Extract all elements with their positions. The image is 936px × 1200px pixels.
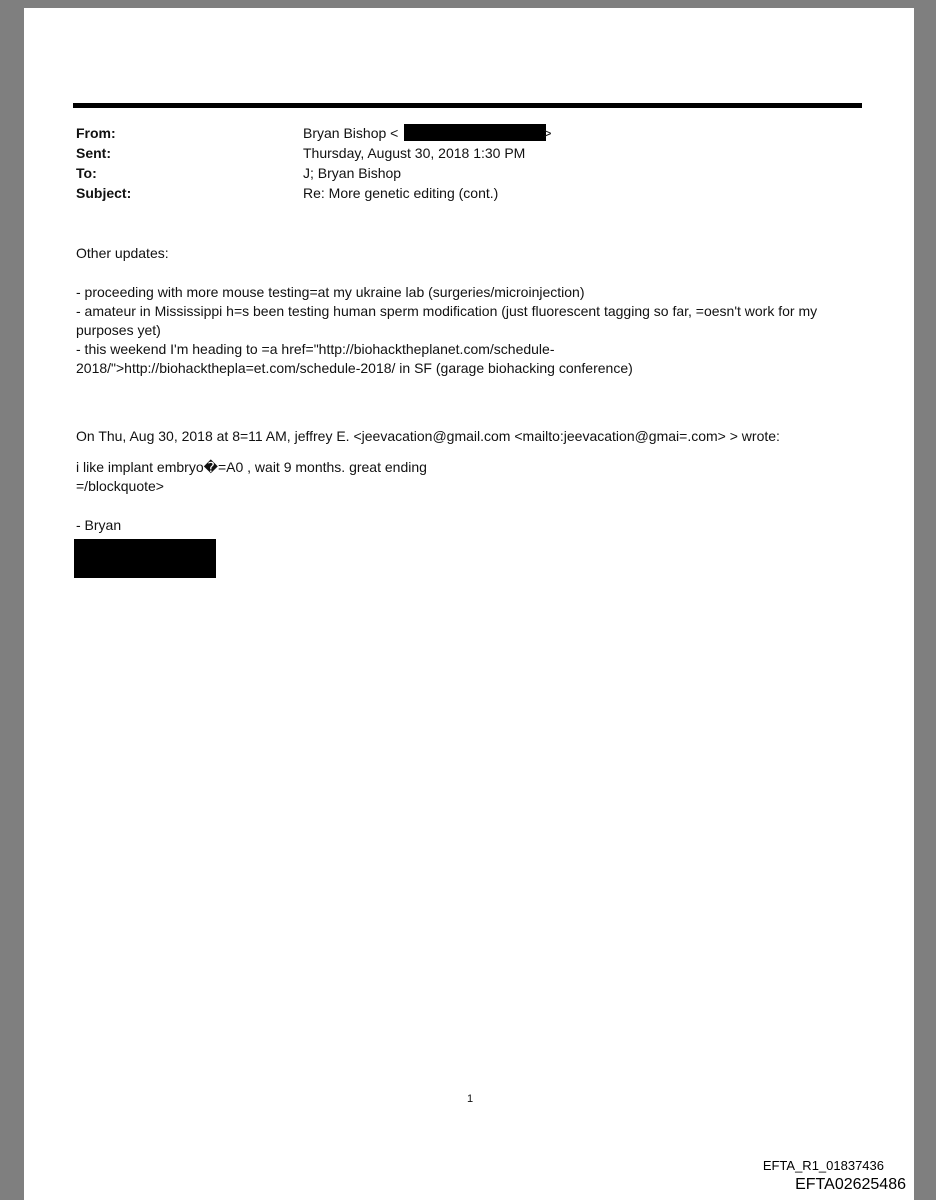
redaction-box [404,124,546,141]
body-lines [76,283,866,378]
body-line: - proceeding with more mouse testing=at my ukraine lab (surgeries/microinjection) [76,284,585,300]
reply-line: =/blockquote> [76,478,164,494]
to-row [76,163,856,183]
subject-label: Subject: [76,185,132,201]
subject-value: Re: More genetic editing (cont.) [303,185,499,201]
header-rule [73,103,862,108]
body-line: purposes yet) [76,322,161,338]
from-row [76,123,856,143]
body-intro: Other updates: [76,245,169,261]
document-page [24,8,914,1200]
subject-row [76,183,856,203]
email-header [76,123,856,203]
page-number: 1 [466,1093,474,1105]
body-line: 2018/">http://biohackthepla=et.com/schedule-2018/ in SF (garage biohacking conference) [76,360,633,376]
reply-line: i like implant embryo�=A0 , wait 9 months. great ending [76,459,427,475]
bates-stamp-1: EFTA_R1_01837436 [762,1158,884,1173]
body-line: - amateur in Mississippi h=s been testing human sperm modification (just fluorescent tagging so far, =oesn't work for my [76,303,818,319]
quote-header: On Thu, Aug 30, 2018 at 8=11 AM, jeffrey E. <jeevacation@gmail.com <mailto:jeevacation@gmai=.com> > wrote: [76,428,780,444]
sent-label: Sent: [76,145,111,161]
redaction-box [74,539,216,578]
quoted-reply [76,458,866,496]
sent-row [76,143,856,163]
sent-value: Thursday, August 30, 2018 1:30 PM [303,145,526,161]
signoff: - Bryan [76,517,122,533]
from-label: From: [76,125,116,141]
from-name: Bryan Bishop < [303,125,399,141]
from-value [303,123,552,143]
bates-stamp-2: EFTA02625486 [795,1176,906,1193]
body-line: - this weekend I'm heading to =a href="http://biohacktheplanet.com/schedule- [76,341,555,357]
from-tail: > [543,125,552,141]
to-value: J; Bryan Bishop [303,165,402,181]
to-label: To: [76,165,97,181]
